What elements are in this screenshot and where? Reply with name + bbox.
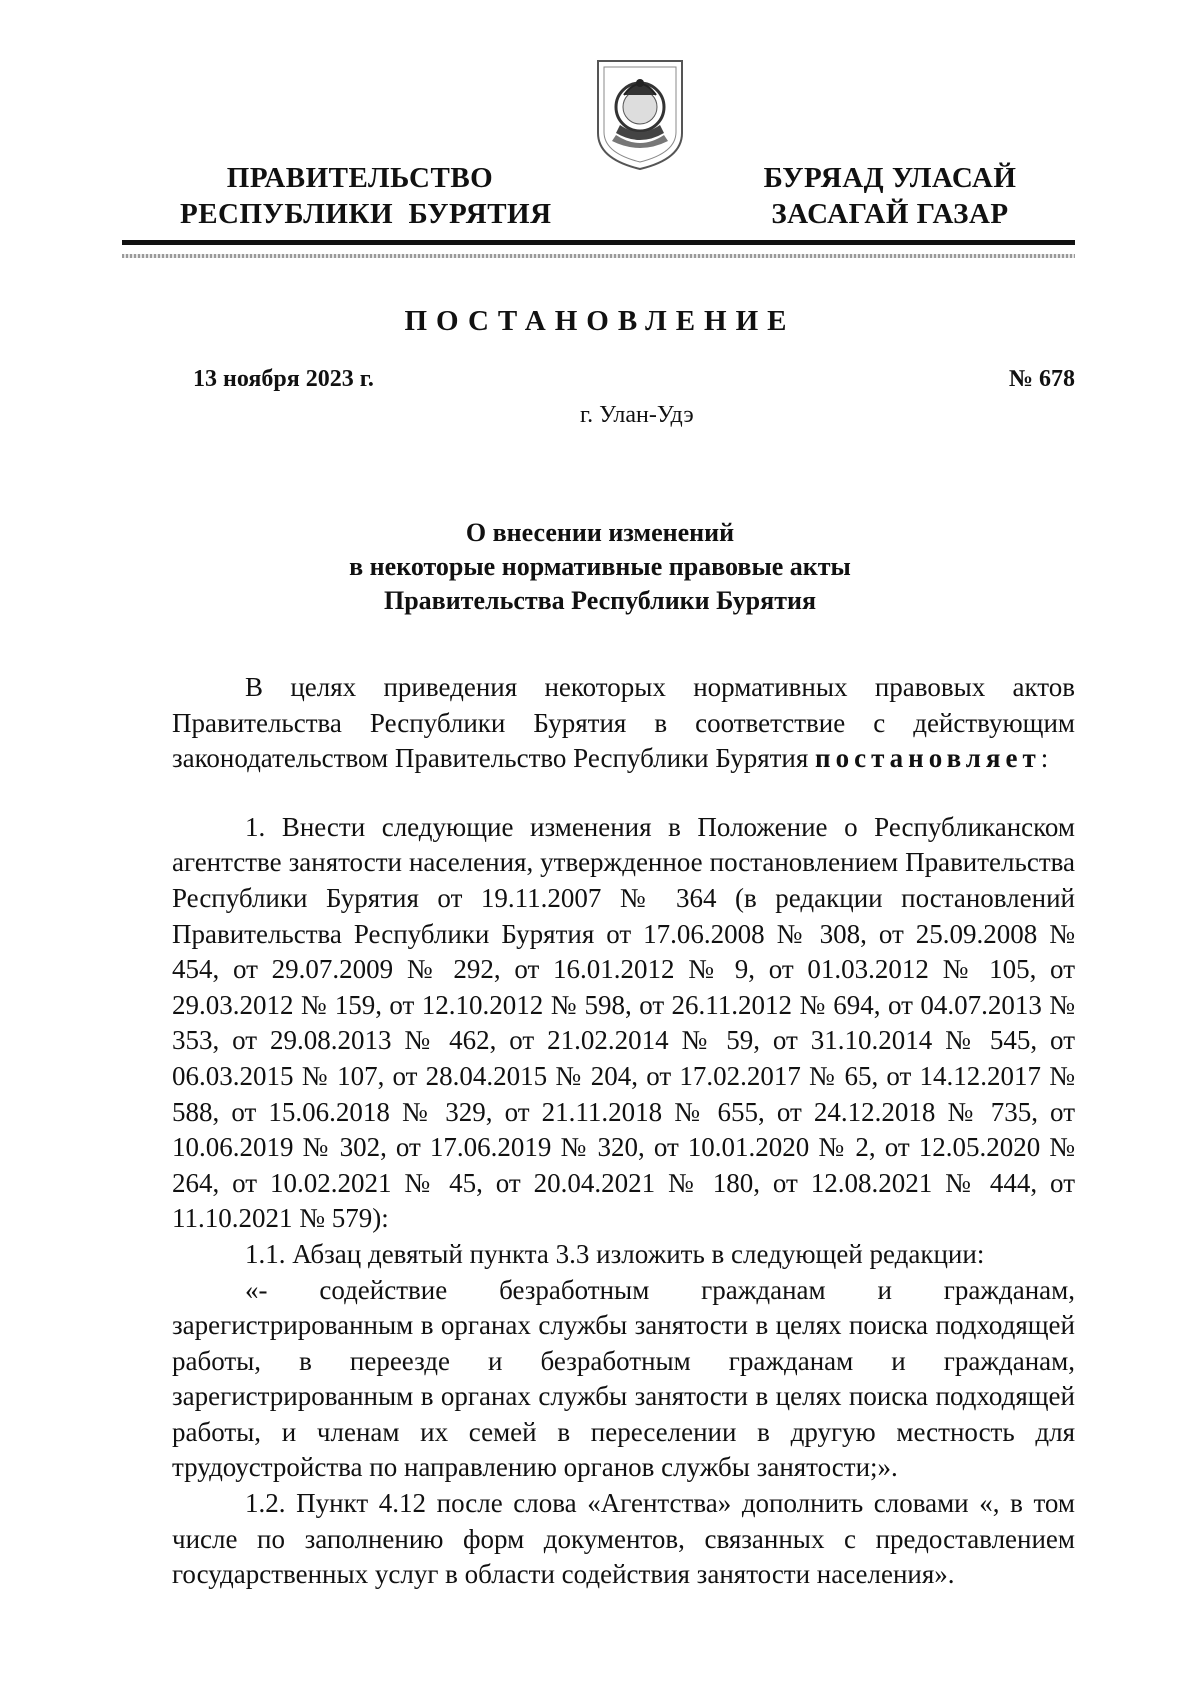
header-government-ru: [180, 160, 552, 232]
header-divider-thin: [122, 254, 1075, 258]
paragraph-1-1-quote: «- содействие безработным гражданам и гражданам, зарегистрированным в органах службы занятости в целях поиска подходящей работы, в переезде и безработным гражданам и гражданам, зарегистрированным в органах службы занятости в целях поиска подходящей работы, и членам их семей в переселении в другую местность для трудоустройства по направлению органов службы занятости;».: [172, 1274, 1075, 1483]
document-body: [172, 670, 1075, 1593]
header-right-line1: БУРЯАД УЛАСАЙ: [763, 162, 1017, 194]
paragraph-spacer: [172, 777, 1075, 810]
header-divider-thick: [122, 240, 1075, 245]
preamble-text: В целях приведения некоторых нормативных правовых актов Правительства Республики Бурятия в соответствие с действующим законодательством Правительство Республики Бурятия: [172, 672, 1075, 774]
document-title: [0, 516, 1200, 618]
header-left-line2: РЕСПУБЛИКИ БУРЯТИЯ: [180, 198, 552, 230]
title-line2: в некоторые нормативные правовые акты: [349, 552, 851, 581]
document-number: № 678: [1008, 366, 1075, 392]
document-type: ПОСТАНОВЛЕНИЕ: [404, 305, 796, 337]
paragraph-1: 1. Внести следующие изменения в Положение о Республиканском агентстве занятости населения, утвержденное постановлением Правительства Республики Бурятия от 19.11.2007 № 364 (в редакции постановлений Правительства Республики Бурятия от 17.06.2008 № 308, от 25.09.2008 № 454, от 29.07.2009 № 292, от 16.01.2012 № 9, от 01.03.2012 № 105, от 29.03.2012 № 159, от 12.10.2012 № 598, от 26.11.2012 № 694, от 04.07.2013 № 353, от 29.08.2013 № 462, от 21.02.2014 № 59, от 31.10.2014 № 545, от 06.03.2015 № 107, от 28.04.2015 № 204, от 17.02.2017 № 65, от 14.12.2017 № 588, от 15.06.2018 № 329, от 21.11.2018 № 655, от 24.12.2018 № 735, от 10.06.2019 № 302, от 17.06.2019 № 320, от 10.01.2020 № 2, от 12.05.2020 № 264, от 10.02.2021 № 45, от 20.04.2021 № 180, от 12.08.2021 № 444, от 11.10.2021 № 579):: [172, 811, 1075, 1234]
title-line3: Правительства Республики Бурятия: [383, 586, 817, 615]
preamble-end: :: [1040, 743, 1049, 774]
header-left-line1: ПРАВИТЕЛЬСТВО: [226, 162, 494, 194]
document-city: г. Улан-Удэ: [580, 402, 694, 428]
title-line1: О внесении изменений: [465, 518, 735, 547]
paragraph-1-2: 1.2. Пункт 4.12 после слова «Агентства» дополнить словами «, в том числе по заполнению форм документов, связанных с предоставлением государственных услуг в области содействия занятости населения».: [172, 1488, 1075, 1590]
preamble-verb: постановляет: [815, 743, 1041, 774]
header-government-bua: [740, 160, 1040, 232]
document-date: 13 ноября 2023 г.: [193, 366, 374, 392]
paragraph-1-1: 1.1. Абзац девятый пункта 3.3 изложить в следующей редакции:: [245, 1238, 985, 1269]
preamble-paragraph: [172, 670, 1075, 777]
header-right-line2: ЗАСАГАЙ ГАЗАР: [771, 198, 1009, 230]
coat-of-arms-icon: [590, 55, 690, 173]
